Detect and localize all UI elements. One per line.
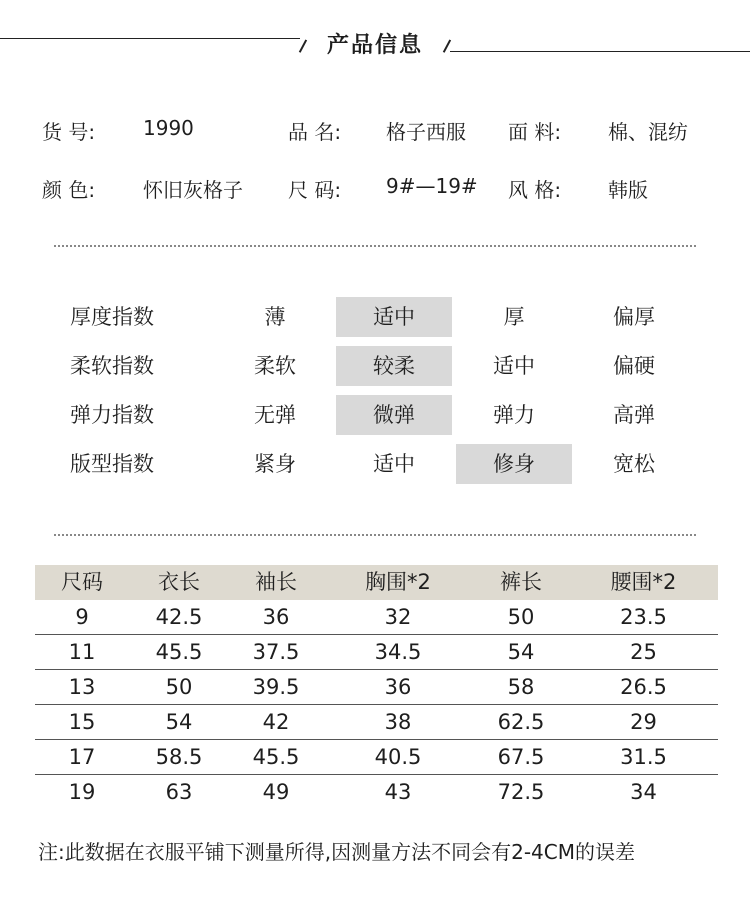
table-cell: 54 bbox=[165, 710, 193, 734]
size-table-header bbox=[35, 565, 718, 600]
index-option: 紧身 bbox=[254, 452, 296, 476]
table-cell: 67.5 bbox=[497, 745, 545, 769]
index-option: 偏厚 bbox=[613, 305, 655, 329]
table-cell: 29 bbox=[630, 710, 657, 734]
table-cell: 42 bbox=[262, 710, 290, 734]
index-option-selected: 适中 bbox=[336, 297, 452, 337]
table-cell: 50 bbox=[507, 605, 535, 629]
table-cell: 42.5 bbox=[155, 605, 203, 629]
table-cell: 23.5 bbox=[620, 605, 667, 629]
dotted-divider-top bbox=[54, 245, 696, 247]
table-cell: 39.5 bbox=[252, 675, 300, 699]
table-cell: 50 bbox=[165, 675, 193, 699]
index-option-selected: 较柔 bbox=[336, 346, 452, 386]
table-cell: 63 bbox=[165, 780, 193, 804]
index-option: 宽松 bbox=[613, 452, 655, 476]
table-cell: 43 bbox=[384, 780, 412, 804]
table-row bbox=[35, 775, 718, 810]
table-cell: 45.5 bbox=[155, 640, 203, 664]
info-size-value: 9#—19# bbox=[386, 174, 478, 198]
info-style-label: 风 格: bbox=[508, 178, 562, 202]
table-cell: 62.5 bbox=[497, 710, 545, 734]
table-cell: 31.5 bbox=[620, 745, 667, 769]
table-cell: 54 bbox=[507, 640, 535, 664]
index-label: 弹力指数 bbox=[70, 403, 154, 427]
index-label: 厚度指数 bbox=[70, 305, 154, 329]
index-option: 高弹 bbox=[613, 403, 655, 427]
index-row-softness bbox=[0, 346, 750, 386]
index-row-thickness bbox=[0, 297, 750, 337]
header-cell: 腰围*2 bbox=[610, 570, 677, 594]
table-cell: 40.5 bbox=[374, 745, 422, 769]
info-name-label: 品 名: bbox=[288, 120, 342, 144]
info-item-no-label: 货 号: bbox=[42, 120, 96, 144]
table-cell: 9 bbox=[75, 605, 89, 629]
header-cell: 胸围*2 bbox=[365, 570, 431, 594]
table-cell: 49 bbox=[262, 780, 290, 804]
table-row bbox=[35, 705, 718, 740]
table-row bbox=[35, 635, 718, 670]
info-item-no-value: 1990 bbox=[143, 116, 194, 140]
index-row-fit bbox=[0, 444, 750, 484]
index-option: 无弹 bbox=[254, 403, 296, 427]
index-option: 适中 bbox=[373, 452, 415, 476]
table-cell: 72.5 bbox=[497, 780, 545, 804]
table-cell: 26.5 bbox=[620, 675, 667, 699]
index-row-elasticity bbox=[0, 395, 750, 435]
table-cell: 38 bbox=[384, 710, 412, 734]
index-option: 厚 bbox=[503, 305, 525, 329]
table-cell: 58 bbox=[507, 675, 535, 699]
index-option: 适中 bbox=[493, 354, 535, 378]
info-size-label: 尺 码: bbox=[288, 178, 342, 202]
table-cell: 45.5 bbox=[252, 745, 300, 769]
measurement-note: 注:此数据在衣服平铺下测量所得,因测量方法不同会有2-4CM的误差 bbox=[38, 840, 635, 864]
index-option: 偏硬 bbox=[613, 354, 655, 378]
table-row bbox=[35, 670, 718, 705]
index-option: 弹力 bbox=[493, 403, 535, 427]
header-cell: 衣长 bbox=[158, 570, 200, 594]
table-cell: 37.5 bbox=[252, 640, 300, 664]
info-name-value: 格子西服 bbox=[386, 120, 466, 144]
table-row bbox=[35, 600, 718, 635]
table-cell: 58.5 bbox=[155, 745, 203, 769]
table-cell: 13 bbox=[68, 675, 96, 699]
index-option: 薄 bbox=[264, 305, 286, 329]
table-cell: 34.5 bbox=[374, 640, 422, 664]
header-cell: 尺码 bbox=[61, 570, 103, 594]
index-option-selected: 微弹 bbox=[336, 395, 452, 435]
table-cell: 25 bbox=[630, 640, 657, 664]
index-option: 柔软 bbox=[254, 354, 296, 378]
index-option-selected: 修身 bbox=[456, 444, 572, 484]
dotted-divider-bottom bbox=[54, 534, 696, 536]
header-rule-right bbox=[450, 51, 750, 52]
table-cell: 32 bbox=[384, 605, 412, 629]
index-label: 版型指数 bbox=[70, 452, 154, 476]
info-color-value: 怀旧灰格子 bbox=[143, 178, 243, 202]
table-cell: 19 bbox=[68, 780, 96, 804]
index-label: 柔软指数 bbox=[70, 354, 154, 378]
table-cell: 36 bbox=[384, 675, 412, 699]
header-cell: 袖长 bbox=[255, 570, 297, 594]
table-cell: 17 bbox=[68, 745, 96, 769]
table-cell: 34 bbox=[630, 780, 657, 804]
table-cell: 36 bbox=[262, 605, 290, 629]
table-cell: 15 bbox=[68, 710, 96, 734]
info-style-value: 韩版 bbox=[608, 178, 648, 202]
page-title: 产品信息 bbox=[326, 33, 423, 58]
table-row bbox=[35, 740, 718, 775]
table-cell: 11 bbox=[68, 640, 96, 664]
info-fabric-value: 棉、混纺 bbox=[608, 120, 688, 144]
info-fabric-label: 面 料: bbox=[508, 120, 562, 144]
header-cell: 裤长 bbox=[500, 570, 542, 594]
info-color-label: 颜 色: bbox=[42, 178, 96, 202]
